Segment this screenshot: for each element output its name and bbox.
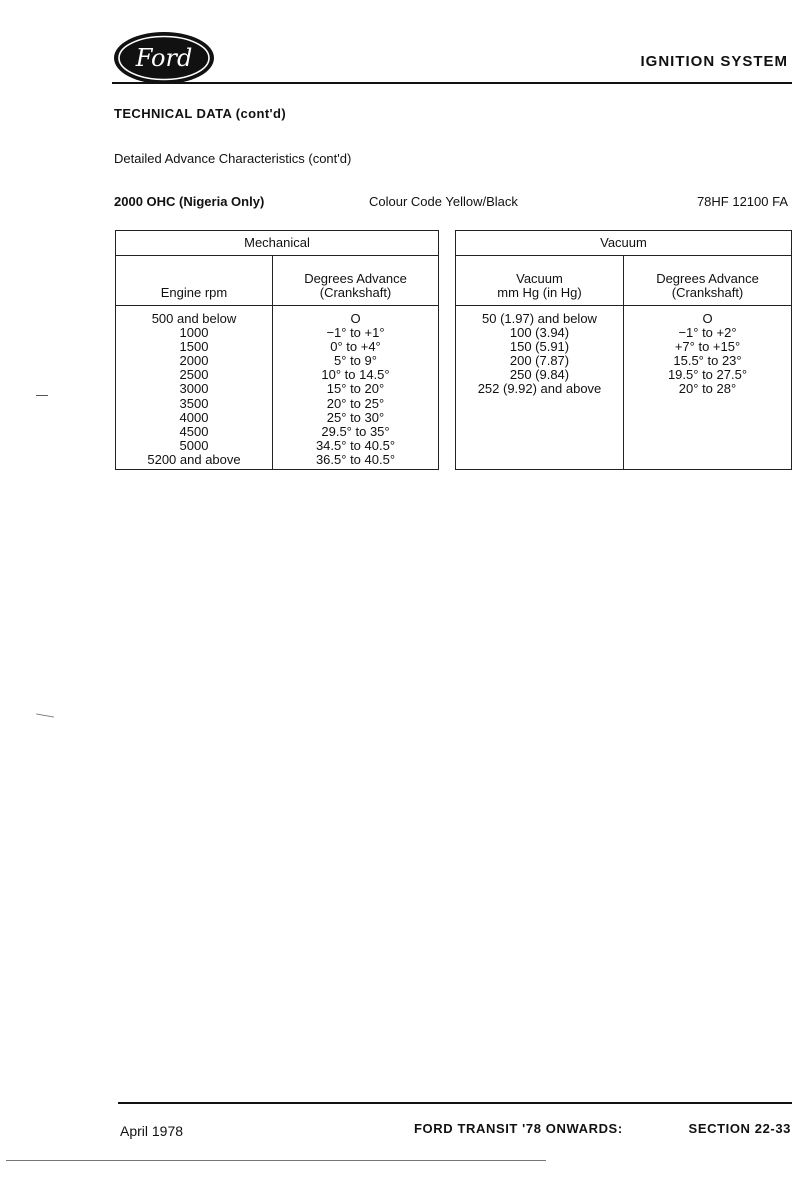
vacuum-value: 150 (5.91) [509,339,570,355]
footer-date: April 1978 [120,1123,184,1139]
vacuum-value: 50 (1.97) and below [482,311,597,326]
vac-advance-value: 15.5° to 23° [673,353,742,369]
engine-rpm-value: 500 and below [151,311,237,326]
vacuum-value: 252 (9.92) and above [477,381,602,397]
vacuum-value: 100 (3.94) [509,325,570,341]
mech-advance-value: 5° to 9° [334,353,377,369]
header-rule [112,82,792,84]
vac-advance-header [624,256,792,306]
vac-advance-value: −1° to +2° [678,325,737,341]
part-number: 78HF 12100 FA [696,194,788,209]
mech-advance-header-line2: (Crankshaft) [319,284,392,300]
page-heading: TECHNICAL DATA (cont'd) [114,106,287,121]
mech-advance-value: 29.5° to 35° [321,423,390,439]
vacuum-header-line2: mm Hg (in Hg) [497,284,582,300]
mech-advance-value: 20° to 25° [326,395,385,411]
page-subheading: Detailed Advance Characteristics (cont'd) [114,151,352,166]
engine-rpm-value: 2500 [179,367,209,383]
scan-mark [36,395,48,396]
vacuum-table-title: Vacuum [456,231,792,256]
mech-advance-header [273,256,439,306]
vacuum-value: 200 (7.87) [509,353,570,369]
section-title: IGNITION SYSTEM [640,53,788,70]
engine-rpm-value: 5000 [179,437,209,453]
mech-advance-value: 34.5° to 40.5° [315,437,396,453]
colour-code: Colour Code Yellow/Black [369,194,518,209]
engine-rpm-column [116,306,273,470]
mech-advance-value: −1° to +1° [326,325,385,341]
engine-rpm-value: 1500 [179,339,209,355]
vacuum-header [456,256,624,306]
footer-section: SECTION 22-33 [688,1121,791,1136]
mech-advance-value: O [350,311,361,326]
mech-advance-header-line1: Degrees Advance [304,270,407,286]
mech-advance-value: 36.5° to 40.5° [315,451,396,467]
vac-advance-value: +7° to +15° [674,339,741,355]
vacuum-table [455,230,792,470]
scan-edge-line [6,1160,546,1161]
mech-advance-value: 0° to +4° [330,339,381,355]
vacuum-header-line1: Vacuum [516,270,563,286]
engine-rpm-value: 2000 [179,353,209,369]
vacuum-value: 250 (9.84) [509,367,570,383]
vac-advance-value: 19.5° to 27.5° [667,367,748,383]
vac-advance-value: O [702,311,713,326]
mech-advance-column [273,306,439,470]
engine-rpm-value: 1000 [179,325,209,341]
mechanical-table [115,230,439,470]
engine-rpm-header [116,256,273,306]
mechanical-table-title: Mechanical [116,231,439,256]
vac-advance-header-line2: (Crankshaft) [671,284,744,300]
vac-advance-header-line1: Degrees Advance [656,270,759,286]
model-label: 2000 OHC (Nigeria Only) [114,194,265,209]
mech-advance-value: 10° to 14.5° [321,367,390,383]
footer-rule [118,1102,792,1104]
engine-rpm-value: 3000 [179,381,209,397]
footer-title: FORD TRANSIT '78 ONWARDS: [414,1121,623,1136]
engine-rpm-value: 5200 and above [147,451,241,467]
mech-advance-value: 25° to 30° [326,409,385,425]
engine-rpm-value: 4000 [179,409,209,425]
engine-rpm-value: 3500 [179,395,209,411]
engine-rpm-value: 4500 [179,423,209,439]
vac-advance-column [624,306,792,470]
ford-logo-text: Ford [135,44,193,72]
engine-rpm-header-text: Engine rpm [160,284,228,300]
ford-logo [112,30,216,86]
mech-advance-value: 15° to 20° [326,381,385,397]
scan-mark [36,713,54,717]
vacuum-column [456,306,624,470]
vac-advance-value: 20° to 28° [678,381,737,397]
